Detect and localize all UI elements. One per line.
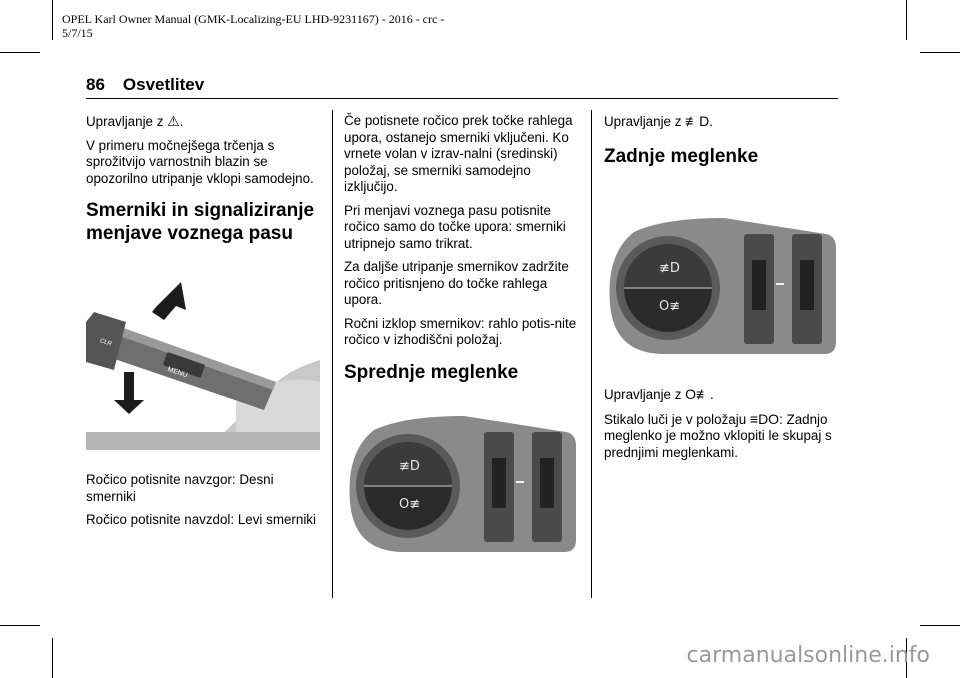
section-heading-turn-signals: Smerniki in signaliziranje menjave voznega pasu — [86, 200, 315, 244]
crop-mark — [52, 0, 53, 40]
crop-mark — [0, 52, 40, 53]
column-separator — [591, 110, 592, 598]
paragraph: V primeru močnejšega trčenja s sprožitvijo varnostnih blazin se opozorilno utripanje vklopi samodejno. — [86, 137, 314, 186]
menu-label: MENU — [166, 366, 189, 380]
paragraph: Stikalo luči je v položaju ≡DO: Zadnjo meglenko je možno vklopiti le skupaj s prednjimi meglenkami. — [604, 410, 832, 460]
watermark: carmanualsonline.info — [686, 643, 930, 668]
paragraph: Ročico potisnite navzgor: Desni smerniki — [86, 472, 274, 504]
column-3-bottom — [604, 386, 840, 468]
front-fog-control-line: Upravljanje z ≢D. — [604, 113, 713, 129]
paragraph: Za daljše utripanje smernikov zadržite ročico pritisnjeno do točke rahlega upora. — [344, 259, 569, 307]
column-2 — [344, 113, 584, 384]
crop-mark — [920, 52, 960, 53]
crop-mark — [0, 625, 40, 626]
front-fog-icon: ≢D — [659, 261, 680, 276]
crop-mark — [906, 0, 907, 40]
front-fog-icon: ≢D — [399, 459, 420, 474]
hazard-warning-icon: ⚠ — [167, 113, 180, 129]
rear-fog-control-line: Upravljanje z O≢. — [604, 386, 714, 402]
paragraph: Ročico potisnite navzdol: Levi smerniki — [86, 512, 316, 527]
paragraph: Pri menjavi voznega pasu potisnite ročico samo do točke upora: smerniki utripnejo samo trikrat. — [344, 202, 566, 251]
page-number: 86 — [86, 75, 105, 94]
turn-signal-lever-figure — [86, 282, 320, 450]
rear-fog-icon: O≢ — [399, 497, 421, 512]
rear-fog-symbol: O≢ — [685, 386, 711, 402]
crop-mark — [52, 638, 53, 678]
hazard-control-line: Upravljanje z ⚠. — [86, 113, 184, 129]
column-1 — [86, 113, 322, 245]
rear-fog-icon: O≢ — [659, 299, 681, 314]
section-heading-rear-fog: Zadnje meglenke — [604, 145, 759, 167]
page-title — [86, 75, 204, 95]
paragraph: Ročni izklop smernikov: rahlo potis-nite ročico v izhodiščni položaj. — [344, 315, 577, 347]
crop-mark — [920, 625, 960, 626]
clr-label: CLR — [99, 338, 113, 348]
print-header — [62, 12, 522, 40]
rear-fog-light-switch-figure — [604, 214, 836, 360]
column-1-bottom — [86, 472, 322, 536]
section-title: Osvetlitev — [122, 75, 205, 94]
section-heading-front-fog: Sprednje meglenke — [344, 361, 519, 383]
print-header-line1: OPEL Karl Owner Manual (GMK-Localizing-EU LHD-9231167) - 2016 - crc - — [62, 12, 445, 26]
print-header-line2: 5/7/15 — [62, 26, 93, 40]
front-fog-light-switch-figure — [344, 412, 576, 558]
front-fog-symbol: ≢D — [685, 113, 710, 129]
header-rule — [86, 98, 838, 99]
column-separator — [332, 110, 333, 598]
dipped-beam-symbol: ≡DO — [749, 410, 780, 427]
column-3 — [604, 113, 840, 168]
paragraph: Če potisnete ročico prek točke rahlega upora, ostanejo smerniki vključeni. Ko vrnete volan v izrav-nalni (sredinski) položaj, se smerniki samodejno izključijo. — [344, 113, 573, 194]
